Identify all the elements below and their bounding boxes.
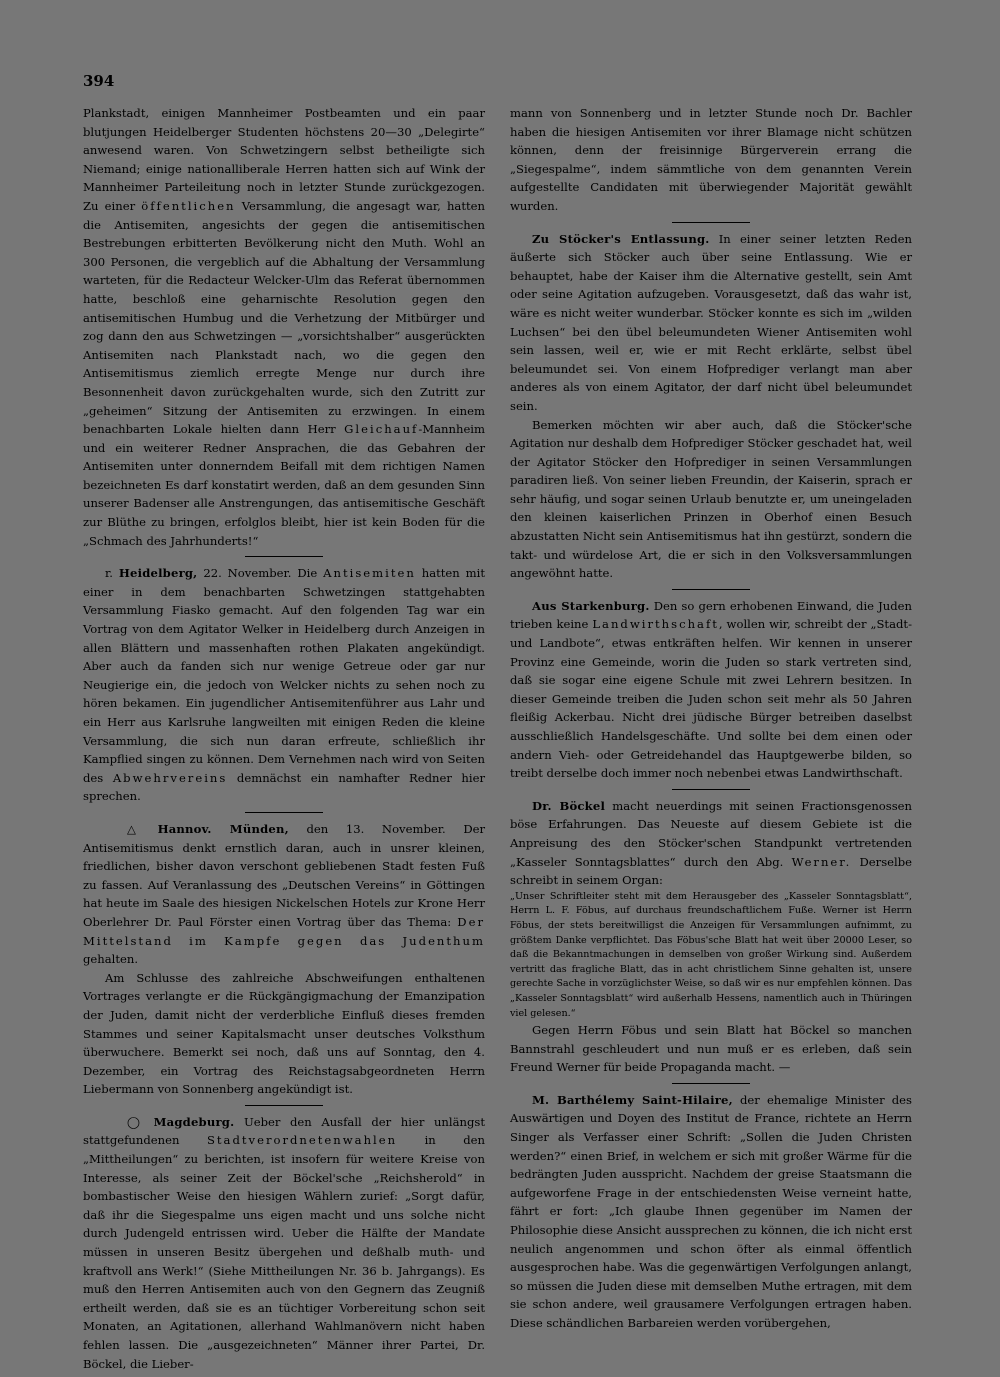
paragraph-text: den 13. November. Der Antisemitismus denkt ernstlich daran, auch in unsrer kleinen, friedlichen, bisher davon verschont gebliebenen Stadt festen Fuß zu fassen. Auf Veranlassung des „Deutschen Vereins“ in Göttingen hat heute im Saale des hiesigen Nickelschen Hotels zur Krone Herr Oberlehrer Dr. Paul Förster einen Vortrag über das Thema: [83, 821, 486, 929]
spaced-emphasis: Gleichauf [344, 422, 419, 437]
article-plankstadt-continued [83, 104, 485, 550]
paragraph-text: mann von Sonnenberg und in letzter Stunde noch Dr. Bachler haben die hiesigen Antisemiten vor ihrer Blamage nicht schützen können, denn der freisinnige Bürgerverein errang die „Siegespalme“, indem sämmtliche von dem genannten Verein aufgestellte Candidaten mit überwiegender Majorität gewählt wurden. [510, 106, 912, 213]
article-heading: Hannov. Münden, [157, 821, 289, 836]
article-magdeburg-continued [510, 104, 912, 216]
article-hannov-muenden-2 [83, 969, 485, 1099]
page-number: 394 [83, 72, 115, 90]
paragraph-text: -Mannheim und ein weiterer Redner Ansprachen, die das Gebahren der Antisemiten unter donnerndem Beifall mit dem richtigen Namen bezeichneten Es darf konstatirt werden, daß an dem gesunden Sinn unserer Badenser alle Anstrengungen, das antisemitische Geschäft zur Blüthe zu bringen, erfolglos bleibt, hier ist kein Boden für die „Schmach des Jahrhunderts!“ [83, 422, 486, 548]
article-starkenburg [510, 597, 912, 783]
spaced-emphasis: Werner. [791, 854, 852, 869]
spaced-emphasis: Landwirthschaft [592, 617, 719, 632]
left-column [83, 104, 485, 1373]
article-stoecker [510, 230, 912, 416]
paragraph-text: in den „Mittheilungen“ zu berichten, ist insofern für weitere Kreise von Interesse, als seiner Zeit der Böckel'sche „Reichsherold“ in bombastischer Weise den hiesigen Wählern zurief: „Sorgt dafür, daß ihr die Siegespalme uns eigen macht und uns solche nicht durch Judengeld entrissen wird. Ueber die Hälfte der Mandate müssen in unseren Besitz übergehen und deßhalb muth- und kraftvoll ans Werk!“ (Siehe Mittheilungen Nr. 36 b. Jahrgangs). Es muß den Herren Antisemiten auch von den Gegnern das Zeugniß ertheilt werden, daß sie es an tüchtiger Vorbereitung schon seit Monaten, an Agitationen, allerhand Wahlmanövern nicht haben fehlen lassen. Die „ausgezeichneten“ Männer ihrer Partei, Dr. Böckel, die Lieber- [83, 1133, 486, 1371]
paragraph-text: Gegen Herrn Föbus und sein Blatt hat Böckel so manchen Bannstrahl geschleudert und nun muß er es erleben, daß sein Freund Werner für beide Propaganda macht. — [510, 1023, 912, 1075]
spaced-emphasis: Antisemiten [323, 566, 416, 581]
article-heading: Magdeburg. [153, 1114, 235, 1129]
spaced-emphasis: öffentlichen [141, 198, 236, 213]
article-heading: Dr. Böckel [532, 798, 606, 813]
article-hannov-muenden [83, 820, 485, 969]
section-divider [245, 556, 323, 557]
paragraph-text: Plankstadt, einigen Mannheimer Postbeamten und ein paar blutjungen Heidelberger Studenten höchstens 20—30 „Delegirte“ anwesend waren. Von Schwetzingern selbst betheiligte sich Niemand; einige nationalliberale Herren hatten sich auf Wink der Mannheimer Parteileitung noch in letzter Stunde zurückgezogen. [83, 106, 485, 195]
triangle-icon: △ [127, 821, 136, 836]
paragraph-text: hatten mit einer in dem benachbarten Schwetzingen stattgehabten Versammlung Fiasko gemacht. Auf den folgenden Tag war ein Vortrag von dem Agitator Welker in Heidelberg durch Anzeigen in allen Blättern und massenhaften rothen Plakaten angekündigt. Aber auch da fanden sich nur wenige Getreue oder gar nur Neugierige ein, die jedoch von Welcker nichts zu sehen noch zu hören bekamen. Ein jugendlicher Antisemitenführer aus Lahr und ein Herr aus Karlsruhe langweilten mit einigen Reden die kleine Versammlung, die sich nun daran erfreute, schließlich ihr Kampflied singen zu können. Dem Vernehmen nach wird von Seiten des [83, 566, 486, 785]
paragraph-text: 22. November. Die [203, 566, 318, 581]
block-quote: „Unser Schriftleiter steht mit dem Herausgeber des „Kasseler Sonntagsblatt“, Herrn L. F. Föbus, auf durchaus freundschaftlichem Fuße. Werner ist Herrn Föbus, der stets bereitwilligst die Anzeigen für Versammlungen aufnimmt, zu größtem Danke verpflichtet. Das Föbus'sche Blatt hat weit über 20000 Leser, so daß die Bekanntmachungen in demselben von großer Wirkung sind. Außerdem vertritt das fragliche Blatt, das in acht christlichem Sinne gehalten ist, unsere gerechte Sache in vorzüglichster Weise, so daß wir es nur empfehlen können. Das „Kasseler Sonntagsblatt“ wird außerhalb Hessens, namentlich auch in Thüringen viel gelesen.“ [510, 890, 912, 1019]
paragraph-text: gehalten. [83, 952, 139, 967]
section-divider [672, 1083, 750, 1084]
paragraph-text: Am Schlusse des zahlreiche Abschweifungen enthaltenen Vortrages verlangte er die Rückgängigmachung der Emanzipation der Juden, damit nicht der verderbliche Einfluß dieses fremden Stammes und seiner Kapitalsmacht unser deutsches Volksthum überwuchere. Bemerkt sei noch, daß uns auf Sonntag, den 4. Dezember, ein Vortrag des Reichstagsabgeordneten Herrn Liebermann von Sonnenberg angekündigt ist. [83, 970, 485, 1097]
article-magdeburg [83, 1113, 485, 1373]
article-heading: M. Barthélemy Saint-Hilaire, [532, 1092, 733, 1107]
right-column [510, 104, 912, 1333]
article-heading: Heidelberg, [118, 566, 198, 581]
section-divider [672, 789, 750, 790]
article-heading: Zu Stöcker's Entlassung. [532, 231, 710, 246]
circle-icon: ◯ [127, 1114, 140, 1129]
paragraph-text: Zu einer [83, 198, 136, 213]
article-saint-hilaire [510, 1091, 912, 1333]
paragraph-text: In einer seiner letzten Reden äußerte sich Stöcker auch über seine Entlassung. Wie er behauptet, habe der Kaiser ihm die Alternative gestellt, sein Amt oder seine Agitation aufzugeben. Vorausgesetzt, daß das wahr ist, wäre es nicht weiter wunderbar. Stöcker konnte es sich im „wilden Luchsen“ bei den übel beleumundeten Wiener Antisemiten wohl sein lassen, weil er, wie er mit Recht erklärte, selbst übel beleumundet sei. Von einem Hofprediger verlangt man aber anderes als von einem Agitator, der darf nicht übel beleumundet sein. [510, 231, 913, 413]
paragraph-text: Derselbe schreibt in seinem Organ: [510, 854, 913, 888]
paragraph-text: Versammlung, die angesagt war, hatten die Antisemiten, angesichts der gegen die antisemitischen Bestrebungen erbitterten Bevölkerung nicht den Muth. Wohl an 300 Personen, die vergeblich auf die Abhaltung der Versammlung warteten, für die Redacteur Welcker-Ulm das Referat übernommen hatte, beschloß eine geharnischte Resolution gegen den antisemitischen Humbug und die Verhetzung der Mitbürger und zog dann den aus Schwetzingen — „vorsichtshalber“ ausgerückten Antisemiten nach Plankstadt nach, wo die gegen den Antisemitismus ziemlich erregte Menge nur durch ihre Besonnenheit davon zurückgehalten wurde, sich den Zutritt zur „geheimen“ Sitzung der Antisemiten zu erzwingen. In einem benachbarten Lokale hielten dann Herr [83, 198, 485, 437]
section-divider [245, 812, 323, 813]
author-mark: r. [105, 566, 113, 581]
article-boeckel [510, 797, 912, 890]
section-divider [245, 1105, 323, 1106]
spaced-emphasis: Stadtverordnetenwahlen [206, 1133, 398, 1148]
paragraph-text: macht neuerdings mit seinen Fractionsgenossen böse Erfahrungen. Das Neueste auf diesem Gebiete ist die Anpreisung des den Stöcker'schen Standpunkt vertretenden „Kasseler Sonntagsblattes“ durch den Abg. [510, 798, 912, 869]
paragraph-text: der ehemalige Minister des Auswärtigen und Doyen des Institut de France, richtete an Herrn Singer als Verfasser einer Schrift: „Sollen die Juden Christen werden?“ einen Brief, in welchem er sich mit großer Wärme für die bedrängten Juden ausspricht. Nachdem der greise Staatsmann die aufgeworfene Frage in der entschiedensten Weise verneint hatte, fährt er fort: „Ich glaube Ihnen gegenüber im Namen der Philosophie diese Ansicht aussprechen zu können, die ich nicht erst neulich angenommen und schon öfter als einmal öffentlich ausgesprochen habe. Was die gegenwärtigen Verfolgungen anlangt, so müssen die Juden diese mit demselben Muthe ertragen, mit dem sie schon andere, weil grausamere Verfolgungen ertragen haben. Diese schändlichen Barbareien werden vorübergehen, [510, 1092, 912, 1330]
paragraph-text: Bemerken möchten wir aber auch, daß die Stöcker'sche Agitation nur deshalb dem Hofprediger Stöcker geschadet hat, weil der Agitator Stöcker den Hofprediger in seinen Versammlungen paradiren ließ. Von seiner lieben Freundin, der Kaiserin, sprach er sehr häufig, und sogar seinen Urlaub benutzte er, um uneingeladen den kleinen kaiserlichen Prinzen in Oberhof einen Besuch abzustatten Nicht sein Antisemitismus hat ihn gestürzt, sondern die takt- und würdelose Art, die er sich in den Volksversammlungen angewöhnt hatte. [510, 417, 912, 581]
section-divider [672, 589, 750, 590]
paragraph-text: Ueber den Ausfall der hier unlängst stattgefundenen [83, 1114, 486, 1148]
article-boeckel-2 [510, 1021, 912, 1077]
spaced-emphasis: Abwehrvereins [112, 770, 228, 785]
article-stoecker-2 [510, 416, 912, 583]
article-heading: Aus Starkenburg. [532, 598, 650, 613]
paragraph-text: demnächst ein namhafter Redner hier sprechen. [83, 770, 486, 804]
section-divider [672, 222, 750, 223]
paragraph-text: , wollen wir, schreibt der „Stadt- und Landbote“, etwas entkräften helfen. Wir kennen in unserer Provinz eine Gemeinde, worin die Juden so stark vertreten sind, daß sie sogar eine eigene Schule mit zwei Lehrern besitzen. In dieser Gemeinde treiben die Juden schon seit mehr als 50 Jahren fleißig Ackerbau. Nicht drei jüdische Bürger betreiben daselbst ausschließlich Handelsgeschäfte. Und sollte bei dem einen oder andern Vieh- oder Getreidehandel das Hauptgewerbe bilden, so treibt derselbe doch immer noch nebenbei etwas Landwirthschaft. [510, 617, 912, 781]
paragraph-text: Den so gern erhobenen Einwand, die Juden trieben keine [510, 598, 912, 632]
article-heidelberg [83, 564, 485, 806]
spaced-emphasis: Der Mittelstand im Kampfe gegen das Judenthum [83, 914, 485, 948]
